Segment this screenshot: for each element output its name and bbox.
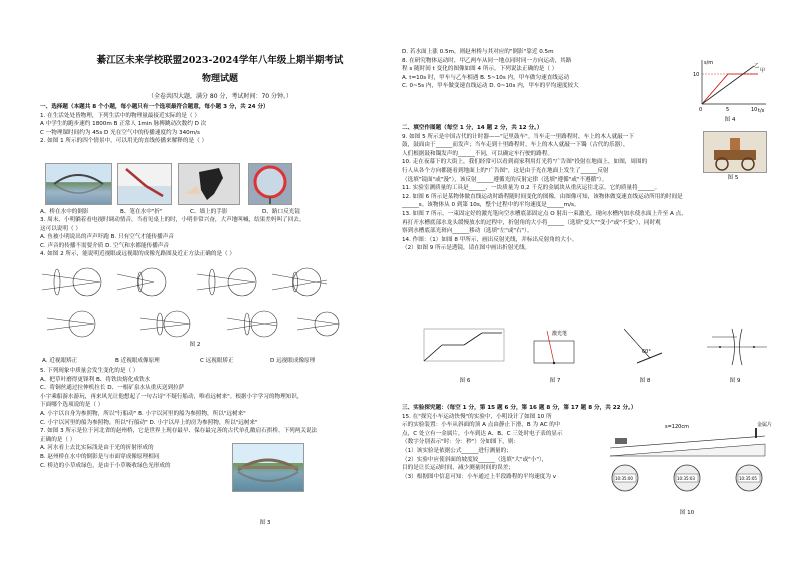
question-line: D. 若水面上涨 0.5m，则赵州桥与其对应的"倒影"靠近 0.5m	[402, 49, 554, 55]
fig10-plate-label: 金属片	[757, 422, 773, 428]
fig2-diagram-c	[197, 268, 256, 296]
timer-a-text: 10:35:00	[615, 476, 633, 481]
question-line: 12. 如图 6 所示是某物体做直线运动时路程随时间变化的图像，由图像可知，该物体做变速直线运动所用的时间是	[402, 193, 683, 200]
question-line: 2. 如图 1 所示的四个情景中，可以用光的直线传播来解释的是（ ）	[40, 138, 208, 145]
fig7-laser-label: 激光笔	[552, 331, 568, 337]
question-line: C. 桥边的小草成绿色，是由于小草吸收绿色光形成的	[40, 462, 171, 469]
fig3-label: 图 3	[259, 520, 271, 526]
question-line: （2）如图 9 所示是透镜，请在图中画出折射光线。	[402, 245, 531, 252]
question-line: C. 0~5s 内，甲车做变速直线运动 D. 0~10s 内，甲车的平均速度较大	[402, 83, 579, 90]
question-line: A、把草叶磨得更锋利 B、将铁块熔化成铁水	[40, 376, 151, 383]
question-line: 5. 下列现象中质量会发生变化的是（ ）	[40, 368, 139, 374]
fig4-ylabel: s/m	[704, 60, 714, 66]
fig2-diagram-g	[227, 311, 277, 337]
question-line: 1. 在生活处处皆物理，下列生活中的物理量最接近实际的是（ ）	[40, 112, 200, 119]
question-line: 一、选择题（本题共 8 个小题，每小题只有一个选项最符合题意，每小题 3 分，共 24 分）	[40, 104, 269, 110]
question-line: （3）根据图中信息可知：小车通过上半段路程的平均速度为 v	[402, 473, 557, 480]
figs-6-to-9	[402, 325, 772, 370]
pencil-in-water-image	[117, 163, 172, 205]
question-line: C. 声音的传播不需要介质 D. 空气和水都能传播声音	[40, 242, 169, 249]
page-subtitle: 物理试题	[201, 74, 238, 84]
fig1-caption-a: A、桥在水中的倒影	[40, 209, 89, 215]
fig9-label: 图 9	[729, 378, 741, 384]
fig4-xtick-0: 0	[699, 107, 703, 113]
question-line: 察到水槽底部光斑向______移动（选填"左"或"右"）。	[402, 228, 533, 235]
question-line: （2）实验中应使斜面的坡度较______（选填"大"或"小"），	[402, 456, 548, 463]
fig4-jia-label: 甲	[760, 68, 766, 74]
timer-c	[736, 465, 762, 491]
timer-b-text: 10:35:03	[677, 476, 695, 481]
question-line: （数字分别表示"时：分：秒"）分如图下，则：	[402, 439, 520, 446]
question-line: 正确的是（ ）	[40, 436, 76, 443]
question-line: A. 河水看上去比实际浅是由于光的折射形成的	[40, 445, 154, 452]
exam-note: （全卷共四大题，满分 80 分，考试时间：70 分钟。）	[148, 93, 292, 100]
fig4-xlabel: t/s	[758, 108, 765, 114]
fig7-label: 图 7	[549, 378, 561, 384]
question-line: （选填"镜面"或"漫"），该反射______遵循光的反射定律（选填"遵循"或"不遵循"）。	[402, 176, 608, 183]
fig6-graph	[424, 329, 504, 361]
bridge-reflection-image	[45, 163, 112, 205]
question-line: 4. 如图 2 所示，能说明近视眼或远视眼的成像光路图及近正方法正确的是（ ）	[40, 251, 236, 258]
fig4-ytick: 10	[693, 72, 700, 78]
fig8-angle: 60°	[642, 349, 651, 355]
question-line: C. 小宇以河里的船为参照物，所以"行船动" D. 小宇以岸上的房为参照物，所以"远树来"	[40, 419, 258, 426]
fig4-label: 图 4	[724, 117, 736, 123]
convex-mirror-image	[248, 163, 292, 205]
question-line: C、将铜丝通过拉伸机拉长 D、一根矿泉水从重庆送到拉萨	[40, 385, 185, 392]
question-line: 9. 如图 5 所示是中国古代的计时器——"记里鼓车"。当车走一里路程时，车上的木人就敲一下	[402, 133, 634, 140]
question-line: 行人从各个方向都能看到地面上的"广告图"，这是由于光在地面上发生了______反射	[402, 167, 609, 174]
fig9-lens	[707, 329, 767, 365]
question-line: 这可以说明（ ）	[40, 225, 81, 232]
fig8-mirror	[624, 329, 662, 363]
question-line: 三、实验探究题：（每空 1 分，第 15 题 6 分，第 16 题 8 分，第 17 题 8 分，共 22 分。）	[402, 405, 637, 411]
question-line: 3. 周末，小明躺着看电视时调动情音，当看见桌上的时，小明非常兴奋，大声地叫喊，结果差妈叫了回去。	[40, 217, 305, 223]
fig10-label: 图 10	[679, 510, 695, 516]
question-line: 鼓，鼓面由于______而发声；当车走到十里路程时，车上的木人就敲一下镯（古代的乐器），	[402, 142, 629, 149]
question-line: 下面哪个选项说的是（ ）	[40, 402, 104, 409]
question-line: ______s。该物体从 0 到第 10s，整个过程中的平均速度是______m/s。	[402, 202, 580, 209]
question-line: 二、填空作图题（每空 1 分，14 题 2 分，共 12 分。）	[402, 125, 543, 131]
fig1-caption-b: B、笔在水中"折"	[120, 209, 163, 215]
fig4-st-graph	[688, 56, 770, 114]
question-line: A. 小宇以自身为参照物，所以"行船动" B. 小宇以河里的船为参照物，所以"远树来"	[40, 410, 246, 417]
timer-b	[674, 465, 700, 491]
question-line: 7. 如图 3 所示是位于河北省的赵州桥，它是世界上现存最早、保存最完善的古代单孔敞肩石拱桥。下列两关说法	[40, 428, 318, 435]
fig2-diagram-f	[140, 311, 190, 337]
fig2-lens-diagrams	[42, 262, 342, 352]
question-line: B. 赵州桥在水中的倒影是与市面穿成像原理相同	[40, 453, 160, 460]
question-line: 10. 走在夜幕下的大街上，我们经常可以看到商家利用灯光将"广告图"投射在地面上，如图，周围的	[402, 159, 648, 166]
fig6-label: 图 6	[459, 378, 471, 384]
fig2-caption-a: A. 近视眼矫正	[42, 358, 78, 364]
question-line: 目的是让长运动时间，减少测量时间的误差；	[402, 465, 514, 472]
fig2-caption-b: B 近视眼成像原理	[115, 358, 160, 364]
fig10-distance: s=120cm	[665, 424, 689, 430]
fig8-label: 图 8	[639, 378, 651, 384]
hand-shadow-image	[178, 163, 240, 205]
timer-c-text: 10:35:05	[739, 476, 757, 481]
question-line: 点，C 处立有一金属片，小车到达 A、B、C 三处时电子表的显示	[402, 430, 563, 437]
fig10-incline	[605, 418, 775, 503]
fig2-diagram-a	[42, 268, 101, 296]
left-column-part2	[40, 216, 385, 259]
fig1-caption-c: C、墙上的手影	[190, 209, 228, 215]
zhaozhou-bridge-image	[232, 443, 304, 492]
fig2-caption-d: D 远视眼成像原理	[270, 358, 316, 364]
fig4-xtick-5: 5	[726, 107, 730, 113]
question-line: 人们根据鼓和镯发声的______不同，可以确定车行驶的路程。	[402, 150, 554, 157]
question-line: 11. 实验室测质量的工具是______，一块质量为 0.2 千克的金属块从重庆运往北京，它的质量将______。	[402, 185, 661, 192]
question-line: （1）该实验是依据公式______进行测量的；	[402, 447, 512, 454]
fig2-caption-c: C 远视眼矫正	[200, 358, 234, 364]
question-line: 15. 在"探究小车运动快慢"的实验中，小明设计了如图 10 所	[402, 413, 552, 420]
fig2-diagram-d	[272, 268, 327, 296]
fig2-diagram-h	[297, 312, 339, 336]
fig4-xtick-10: 10	[751, 107, 758, 113]
question-line: 程 s 随时间 t 变化的图像如图 4 所示。下列说法正确的是（ ）	[402, 66, 558, 73]
fig2-diagram-b	[117, 268, 166, 296]
fig1-caption-d: D、路口反光镜	[262, 209, 300, 215]
left-column-part1	[40, 103, 385, 146]
fig7-tank	[534, 330, 574, 364]
question-line: 14. 作图：（1）如图 8 甲所示，画出反射光线，并标出反射角的大小。	[402, 236, 578, 243]
page-title: 綦江区未来学校联盟2023-2024学年八年级上期半期考试	[96, 55, 344, 66]
question-line: 再打开水槽底部水龙头缓慢放水的过程中，折射角的大小将______（选填"变大""变小"或"不变"），同时观	[402, 219, 661, 226]
timer-a	[612, 465, 638, 491]
question-line: 13. 如图 7 所示，一束固定好的激光笔向空水槽底部固定点 O 射出一束激光，现向水槽内加水使水面上升至 A 点，	[402, 210, 687, 217]
question-line: 小宇乘船游水游玩，再来风光让他想起了一句古诗"不疑行船动，唯看远树来"。根据小宇学习的物理知识，	[40, 393, 303, 400]
question-line: 示的实验装置：小车从斜面的顶 A 点由静止下滑，B 为 AC 的中	[402, 422, 561, 429]
fig2-label: 图 2	[189, 342, 201, 348]
fig2-diagram-e	[47, 311, 95, 337]
question-line: 8. 在研究物体运动时，甲乙两车从同一地点同时同一方向运动，其路	[402, 57, 572, 64]
drum-cart-image	[703, 131, 767, 173]
left-column-part3	[40, 367, 385, 470]
fig4-yi-label: 乙	[754, 63, 760, 69]
question-line: C 一物理课时间约为 45s D 光在空气中的传播速度约为 340m/s	[40, 129, 200, 136]
question-line: A. t=10s 时，甲车与乙车相遇 B. 5~10s 内，甲车做匀速直线运动	[402, 74, 570, 81]
fig5-label: 图 5	[727, 175, 739, 181]
question-line: A. 鱼被小明说出的声声吓跑 B. 只有空气才能传播声音	[40, 234, 174, 241]
question-line: A 中学生的跑步速约 1800m B 正常人 1min 脉搏跳动次数约 D 次	[40, 121, 207, 128]
